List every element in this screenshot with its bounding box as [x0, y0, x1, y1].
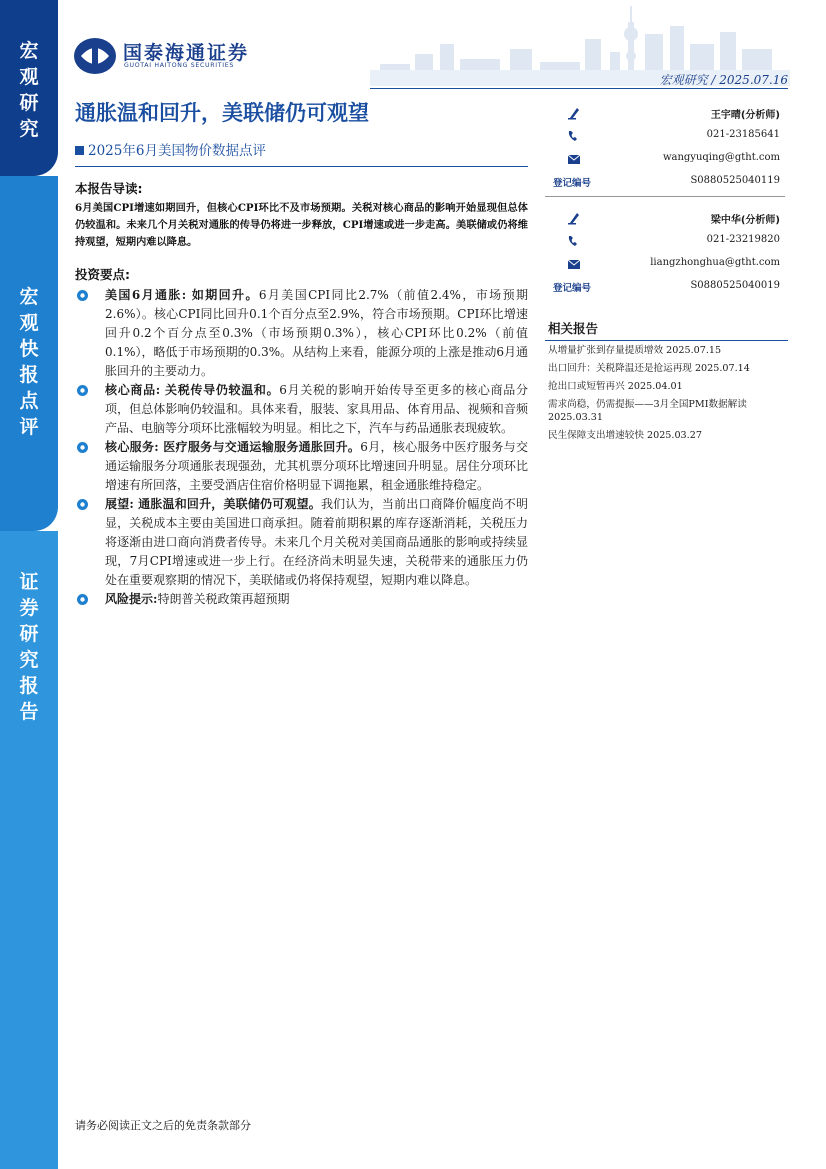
related-report-link[interactable]: 需求尚稳，仍需提振——3月全国PMI数据解读 2025.03.31	[548, 399, 747, 423]
sidebar-section-securities-report	[0, 531, 58, 1169]
analyst-phone: 021-23219820	[706, 234, 780, 245]
point-text: 特朗普关税政策再超预期	[157, 592, 290, 606]
sidebar-section-macro-flash	[0, 176, 58, 531]
analyst-reg-number: S0880525040119	[690, 175, 780, 186]
mail-icon	[567, 257, 581, 271]
pen-icon	[567, 106, 581, 120]
reg-label: 登记编号	[553, 178, 592, 189]
guide-text: 6月美国CPI增速如期回升，但核心CPI环比不及市场预期。关税对核心商品的影响开始显现但总体仍较温和。未来几个月关税对通胀的传导仍将进一步释放，CPI增速或进一步走高。美联储或仍将维持观望，短期内难以降息。	[75, 202, 528, 248]
analyst-name: 梁中华(分析师)	[710, 215, 780, 226]
mail-icon	[567, 152, 581, 166]
analyst-name: 王宇晴(分析师)	[710, 110, 780, 121]
sidebar-section-macro-research	[0, 0, 58, 176]
guide-heading: 本报告导读:	[75, 181, 143, 196]
bullet-diamond-icon	[77, 499, 88, 510]
point-lead: 风险提示:	[105, 592, 158, 606]
sidebar-char: 宏	[19, 40, 39, 62]
points-heading: 投资要点:	[75, 267, 130, 282]
related-report-link[interactable]: 从增量扩张到存量提质增效 2025.07.15	[548, 345, 722, 356]
analyst-card	[545, 104, 780, 196]
point-text: 6月美国CPI同比2.7%（前值2.4%，市场预期2.6%）。核心CPI同比回升0.1个百分点至2.9%，符合市场预期。CPI环比增速回升0.2个百分点至0.3%（市场预期0.3%），核心CPI环比0.2%（前值0.1%），略低于市场预期的0.3%。从结构上来看，能源分项的上涨是推动6月通胀回升的主要动力。	[105, 288, 528, 378]
analyst-phone-row	[545, 127, 780, 150]
bullet-diamond-icon	[77, 385, 88, 396]
sidebar-char: 券	[19, 597, 39, 619]
related-reports-heading: 相关报告	[548, 321, 599, 336]
logo-text: 国泰海通证券	[123, 42, 250, 64]
sidebar-char: 证	[19, 571, 39, 593]
sidebar-char: 究	[19, 649, 39, 671]
analyst-phone-row	[545, 232, 780, 255]
point-item	[75, 590, 528, 609]
point-lead: 核心商品: 关税传导仍较温和。	[105, 383, 280, 397]
point-lead: 美国6月通胀: 如期回升。	[105, 288, 259, 302]
point-item	[75, 438, 528, 495]
sidebar-char: 观	[19, 312, 39, 334]
sidebar-char: 评	[19, 416, 39, 438]
logo-mark-icon	[73, 36, 117, 76]
page-title: 通胀温和回升，美联储仍可观望	[75, 101, 369, 125]
related-reports-list	[548, 344, 788, 447]
point-lead: 核心服务: 医疗服务与交通运输服务通胀回升。	[105, 440, 361, 454]
sidebar-char: 观	[19, 66, 39, 88]
square-bullet-icon	[75, 146, 84, 155]
point-item	[75, 286, 528, 381]
header-divider	[370, 88, 788, 89]
page-subtitle	[75, 139, 266, 159]
analyst-reg-number: S0880525040019	[690, 280, 780, 291]
pen-icon	[567, 211, 581, 225]
point-item	[75, 381, 528, 438]
analyst-name-row	[545, 104, 780, 127]
point-text: 6月，核心服务中医疗服务与交通运输服务分项通胀表现强劲，尤其机票分项环比增速回升明显。居住分项环比增速有所回落，主要受酒店住宿价格明显下调拖累，租金通胀维持稳定。	[105, 440, 528, 492]
sidebar-char: 究	[19, 118, 39, 140]
point-text: 我们认为，当前出口商降价幅度尚不明显，关税成本主要由美国进口商承担。随着前期积累的库存逐渐消耗，关税压力将逐渐由进口商向消费者传导。未来几个月关税对美国商品通胀的影响或持续显现，7月CPI增速或进一步上行。在经济尚未明显失速，关税带来的通胀压力仍处在重要观察期的情况下，美联储或仍将保持观望，短期内难以降息。	[105, 497, 528, 587]
bullet-diamond-icon	[77, 442, 88, 453]
sidebar-char: 研	[19, 92, 39, 114]
subtitle-text: 2025年6月美国物价数据点评	[88, 143, 266, 159]
title-divider	[75, 166, 528, 167]
company-logo	[73, 36, 288, 76]
analyst-email[interactable]: wangyuqing@gtht.com	[662, 152, 780, 163]
sidebar-char: 点	[19, 390, 39, 412]
analyst-phone: 021-23185641	[706, 129, 780, 140]
analyst-reg-row	[545, 278, 780, 301]
reg-label: 登记编号	[553, 283, 592, 294]
logo-text-en: GUOTAI HAITONG SECURITIES	[124, 62, 235, 69]
analyst-reg-row	[545, 173, 780, 196]
analyst-card	[545, 209, 780, 301]
analyst-email-row	[545, 255, 780, 278]
bullet-diamond-icon	[77, 594, 88, 605]
analyst-email[interactable]: liangzhonghua@gtht.com	[650, 257, 780, 268]
related-divider	[545, 340, 788, 341]
sidebar-char: 报	[19, 364, 39, 386]
report-category-date: 宏观研究 / 2025.07.16	[659, 73, 788, 87]
sidebar-char: 报	[19, 675, 39, 697]
point-lead: 展望: 通胀温和回升，美联储仍可观望。	[105, 497, 321, 511]
point-item	[75, 495, 528, 590]
phone-icon	[567, 234, 581, 248]
sidebar-char: 宏	[19, 286, 39, 308]
related-report-link[interactable]: 民生保障支出增速较快 2025.03.27	[548, 430, 702, 441]
analyst-divider	[545, 196, 785, 197]
bullet-diamond-icon	[77, 290, 88, 301]
analyst-email-row	[545, 150, 780, 173]
sidebar-char: 快	[19, 338, 39, 360]
sidebar-char: 研	[19, 623, 39, 645]
related-report-link[interactable]: 抢出口或短暂再兴 2025.04.01	[548, 381, 683, 392]
phone-icon	[567, 129, 581, 143]
related-report-link[interactable]: 出口回升：关税降温还是抢运再现 2025.07.14	[548, 363, 750, 374]
disclaimer-footer: 请务必阅读正文之后的免责条款部分	[75, 1119, 251, 1132]
investment-points	[75, 286, 528, 609]
point-text: 6月关税的影响开始传导至更多的核心商品分项，但总体影响仍较温和。具体来看，服装、家具用品、体育用品、视频和音频产品、电脑等分项环比涨幅较为明显。相比之下，汽车与药品通胀表现疲软。	[105, 383, 529, 435]
analyst-name-row	[545, 209, 780, 232]
sidebar-char: 告	[19, 701, 39, 723]
